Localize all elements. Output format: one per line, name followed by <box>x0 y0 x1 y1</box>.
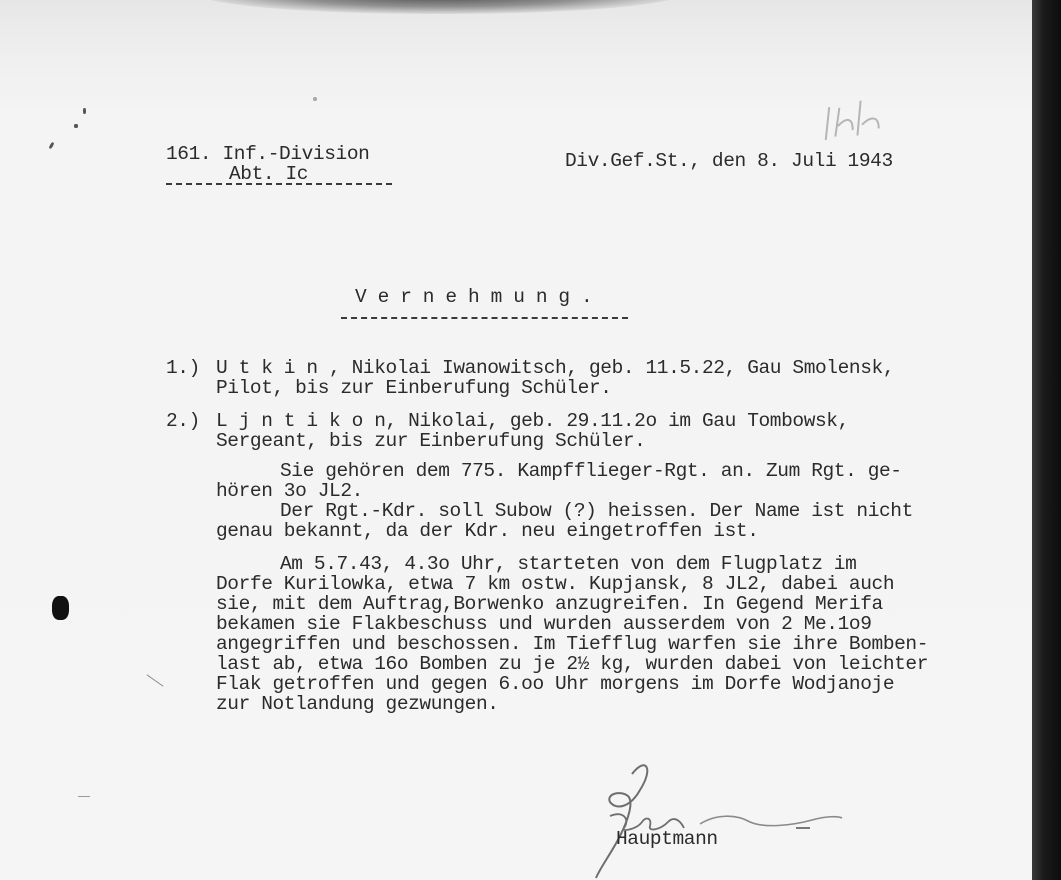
person-number: 1.) <box>166 357 200 379</box>
margin-mark <box>48 142 54 150</box>
scan-border <box>1032 0 1061 880</box>
place-date: Div.Gef.St., den 8. Juli 1943 <box>565 150 893 172</box>
person-line: L j n t i k o n, Nikolai, geb. 29.11.2o im Gau Tombowsk, <box>216 410 849 432</box>
margin-mark <box>74 124 78 128</box>
scan-shadow <box>200 0 680 14</box>
paragraph-line: angegriffen und beschossen. Im Tiefflug warfen sie ihre Bomben- <box>216 633 929 655</box>
document-title: V e r n e h m u n g . <box>355 286 593 308</box>
paragraph-line: hören 3o JL2. <box>216 480 363 502</box>
header-underline <box>166 183 392 185</box>
handwritten-signature <box>580 750 860 880</box>
paragraph-line: Flak getroffen und gegen 6.oo Uhr morgens im Dorfe Wodjanoje <box>216 673 895 695</box>
person-line: Pilot, bis zur Einberufung Schüler. <box>216 377 612 399</box>
paragraph-line: Sie gehören dem 775. Kampfflieger-Rgt. an. Zum Rgt. ge- <box>280 460 902 482</box>
paragraph-line: genau bekannt, da der Kdr. neu eingetroffen ist. <box>216 520 759 542</box>
section-name: Abt. Ic <box>229 163 309 185</box>
paragraph-line: Der Rgt.-Kdr. soll Subow (?) heissen. Der Name ist nicht <box>280 500 913 522</box>
title-underline <box>341 317 628 319</box>
division-name: 161. Inf.-Division <box>166 143 370 165</box>
punch-hole-mark <box>52 596 69 620</box>
paragraph-line: bekamen sie Flakbeschuss und wurden ausserdem von 2 Me.1o9 <box>216 613 872 635</box>
margin-mark <box>83 108 86 114</box>
person-number: 2.) <box>166 410 200 432</box>
paragraph-line: zur Notlandung gezwungen. <box>216 693 499 715</box>
signature-rank: Hauptmann <box>616 828 718 850</box>
paragraph-line: last ab, etwa 16o Bomben zu je 2½ kg, wurden dabei von leichter <box>216 653 929 675</box>
margin-mark <box>313 97 317 101</box>
paragraph-line: sie, mit dem Auftrag,Borwenko anzugreifen. In Gegend Merifa <box>216 593 883 615</box>
margin-mark <box>147 674 164 686</box>
margin-mark <box>78 796 90 797</box>
person-line: Sergeant, bis zur Einberufung Schüler. <box>216 430 646 452</box>
person-line: U t k i n , Nikolai Iwanowitsch, geb. 11.5.22, Gau Smolensk, <box>216 357 895 379</box>
paragraph-line: Am 5.7.43, 4.3o Uhr, starteten von dem Flugplatz im <box>280 553 857 575</box>
paragraph-line: Dorfe Kurilowka, etwa 7 km ostw. Kupjansk, 8 JL2, dabei auch <box>216 573 895 595</box>
